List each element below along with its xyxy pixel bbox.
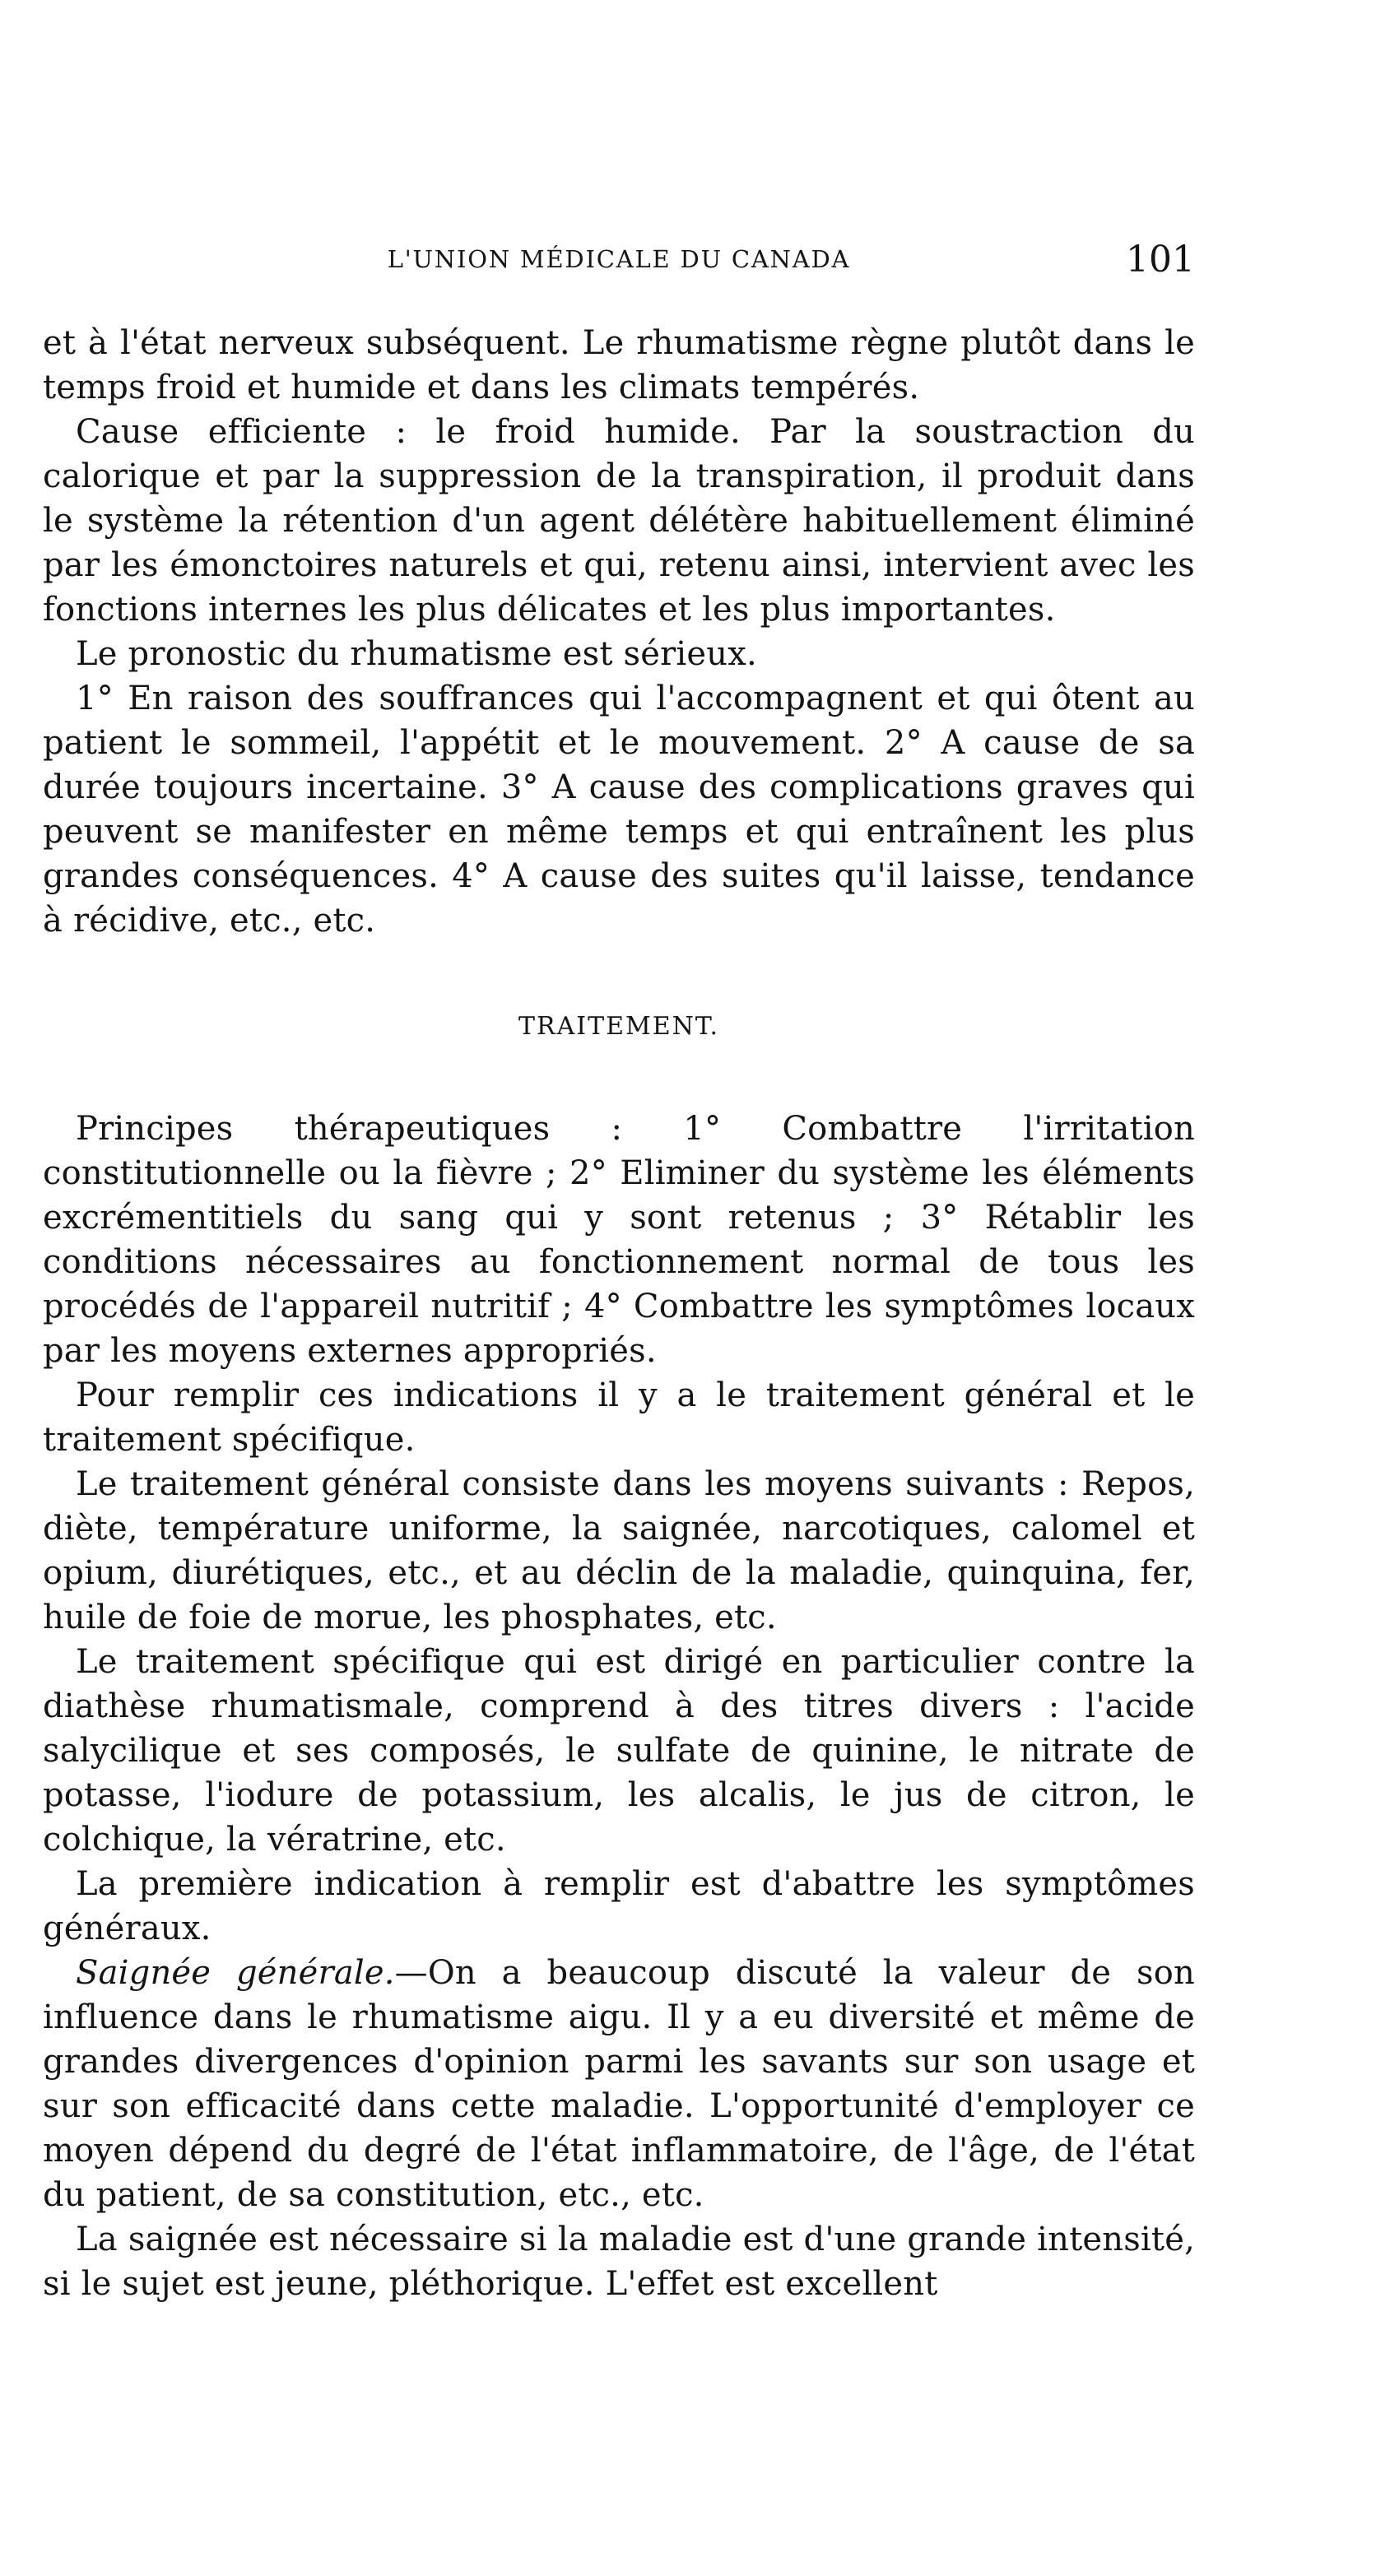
page [43,239,1195,2306]
paragraph-text: —On a beaucoup discuté la valeur de son influence dans le rhumatisme aigu. Il y a eu diversité et même de grandes divergences d'opinion parmi les savants sur son usage et sur son efficacité dans cette maladie. L'opportunité d'employer ce moyen dépend du degré de l'état inflammatoire, de l'âge, de l'état du patient, de sa constitution, etc., etc. [43,1954,1195,2214]
page-header [43,239,1195,288]
body-text-bottom [43,1107,1195,2306]
paragraph: Principes thérapeutiques : 1° Combattre l'irritation constitutionnelle ou la fièvre ; 2° Eliminer du système les éléments excrémentitiels du sang qui y sont retenus ; 3° Rétablir les conditions nécessaires au fonctionnement normal de tous les procédés de l'appareil nutritif ; 4° Combattre les symptômes locaux par les moyens externes appropriés. [43,1110,1195,1370]
italic-lead: Saignée générale. [76,1954,395,1992]
paragraph: La première indication à remplir est d'abattre les symptômes généraux. [43,1865,1195,1947]
body-text-top [43,321,1195,943]
paragraph-saignee [43,1951,1195,2217]
paragraph: La saignée est nécessaire si la maladie est d'une grande intensité, si le sujet est jeune, pléthorique. L'effet est excellent [43,2221,1195,2303]
paragraph: Le traitement général consiste dans les moyens suivants : Repos, diète, température uniforme, la saignée, narcotiques, calomel et opium, diurétiques, etc., et au déclin de la maladie, quinquina, fer, huile de foie de morue, les phosphates, etc. [43,1465,1195,1636]
paragraph: et à l'état nerveux subséquent. Le rhumatisme règne plutôt dans le temps froid et humide et dans les climats tempérés. [43,324,1195,406]
section-heading: TRAITEMENT. [518,1012,720,1041]
paragraph: Le pronostic du rhumatisme est sérieux. [76,635,757,673]
paragraph: Le traitement spécifique qui est dirigé en particulier contre la diathèse rhumatismale, comprend à des titres divers : l'acide salycilique et ses composés, le sulfate de quinine, le nitrate de potasse, l'iodure de potassium, les alcalis, le jus de citron, le colchique, la vératrine, etc. [43,1643,1195,1859]
paragraph: 1° En raison des souffrances qui l'accompagnent et qui ôtent au patient le sommeil, l'appétit et le mouvement. 2° A cause de sa durée toujours incertaine. 3° A cause des complications graves qui peuvent se manifester en même temps et qui entraînent les plus grandes conséquences. 4° A cause des suites qu'il laisse, tendance à récidive, etc., etc. [43,680,1195,940]
page-number: 101 [1126,239,1195,281]
running-title: L'UNION MÉDICALE DU CANADA [387,245,851,273]
paragraph: Cause efficiente : le froid humide. Par la soustraction du calorique et par la suppression de la transpiration, il produit dans le système la rétention d'un agent délétère habituellement éliminé par les émonctoires naturels et qui, retenu ainsi, intervient avec les fonctions internes les plus délicates et les plus importantes. [43,413,1195,629]
paragraph: Pour remplir ces indications il y a le traitement général et le traitement spécifique. [43,1376,1195,1459]
